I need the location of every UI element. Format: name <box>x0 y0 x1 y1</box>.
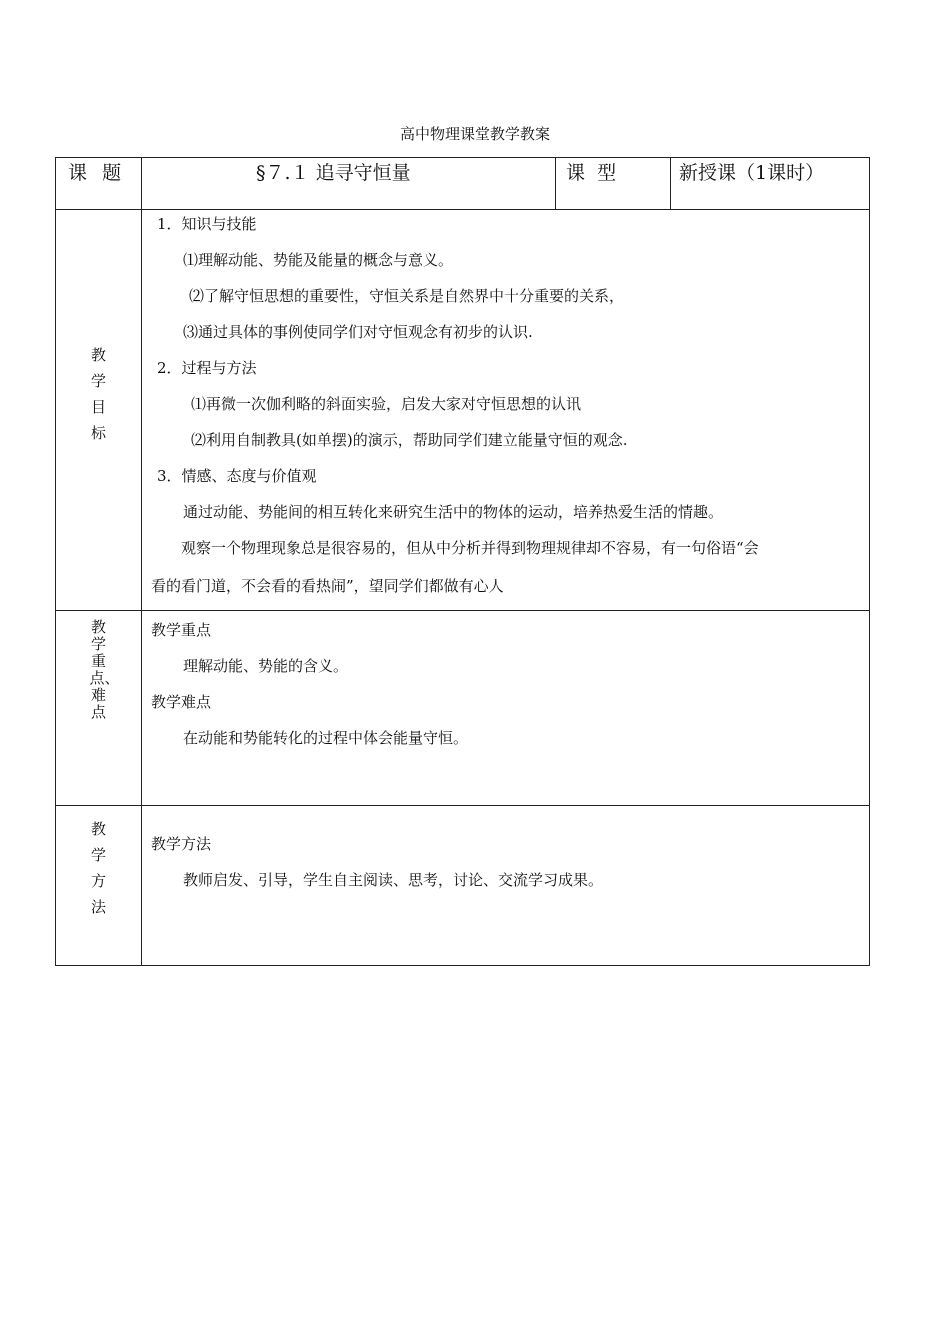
key-points-content <box>142 611 870 806</box>
focus-title: 教学重点 <box>151 621 212 639</box>
objectives-item: ⑴理解动能、势能及能量的概念与意义。 <box>183 251 454 269</box>
document-title: 高中物理课堂教学教案 <box>399 125 550 143</box>
methods-content <box>142 806 870 966</box>
type-value: 新授课（1课时） <box>671 158 870 210</box>
objectives-section-2-title: 2．过程与方法 <box>157 359 257 377</box>
methods-title: 教学方法 <box>151 835 212 853</box>
methods-text: 教师启发、引导，学生自主阅读、思考，讨论、交流学习成果。 <box>183 871 604 889</box>
key-points-label: 教学重点、难点 <box>89 618 120 721</box>
objectives-paragraph: 通过动能、势能间的相互转化来研究生活中的物体的运动，培养热爱生活的情趣。 <box>183 503 724 521</box>
objectives-section-1-title: 1．知识与技能 <box>157 215 257 233</box>
objectives-label: 教学目标 <box>90 346 106 442</box>
objectives-item: ⑴再微一次伽利略的斜面实验，启发大家对守恒思想的认讯 <box>191 395 582 413</box>
difficulty-title: 教学难点 <box>151 693 212 711</box>
objectives-paragraph-continued: 看的看门道，不会看的看热闹”，望同学们都做有心人 <box>151 577 504 595</box>
topic-value: §７.１ 追寻守恒量 <box>142 158 556 210</box>
objectives-section-3-title: 3．情感、态度与价值观 <box>157 467 317 485</box>
focus-text: 理解动能、势能的含义。 <box>183 657 349 675</box>
methods-label: 教学方法 <box>90 820 106 916</box>
objectives-item: ⑵了解守恒思想的重要性，守恒关系是自然界中十分重要的关系， <box>189 287 625 305</box>
topic-label: 课 题 <box>56 158 142 210</box>
objectives-item: ⑵利用自制教具(如单摆)的演示，帮助同学们建立能量守恒的观念. <box>191 431 628 449</box>
key-points-label-cell <box>56 611 142 806</box>
lesson-plan-table <box>55 157 870 966</box>
objectives-item: ⑶通过具体的事例使同学们对守恒观念有初步的认识. <box>183 323 533 341</box>
key-points-row <box>56 611 870 806</box>
objectives-content <box>142 210 870 611</box>
objectives-label-cell <box>56 210 142 611</box>
header-row <box>56 158 870 210</box>
objectives-paragraph: 观察一个物理现象总是很容易的，但从中分析并得到物理规律却不容易，有一句俗语“会 <box>181 539 759 557</box>
objectives-row <box>56 210 870 611</box>
difficulty-text: 在动能和势能转化的过程中体会能量守恒。 <box>183 729 469 747</box>
type-label: 课 型 <box>556 158 671 210</box>
methods-row <box>56 806 870 966</box>
methods-label-cell <box>56 806 142 966</box>
